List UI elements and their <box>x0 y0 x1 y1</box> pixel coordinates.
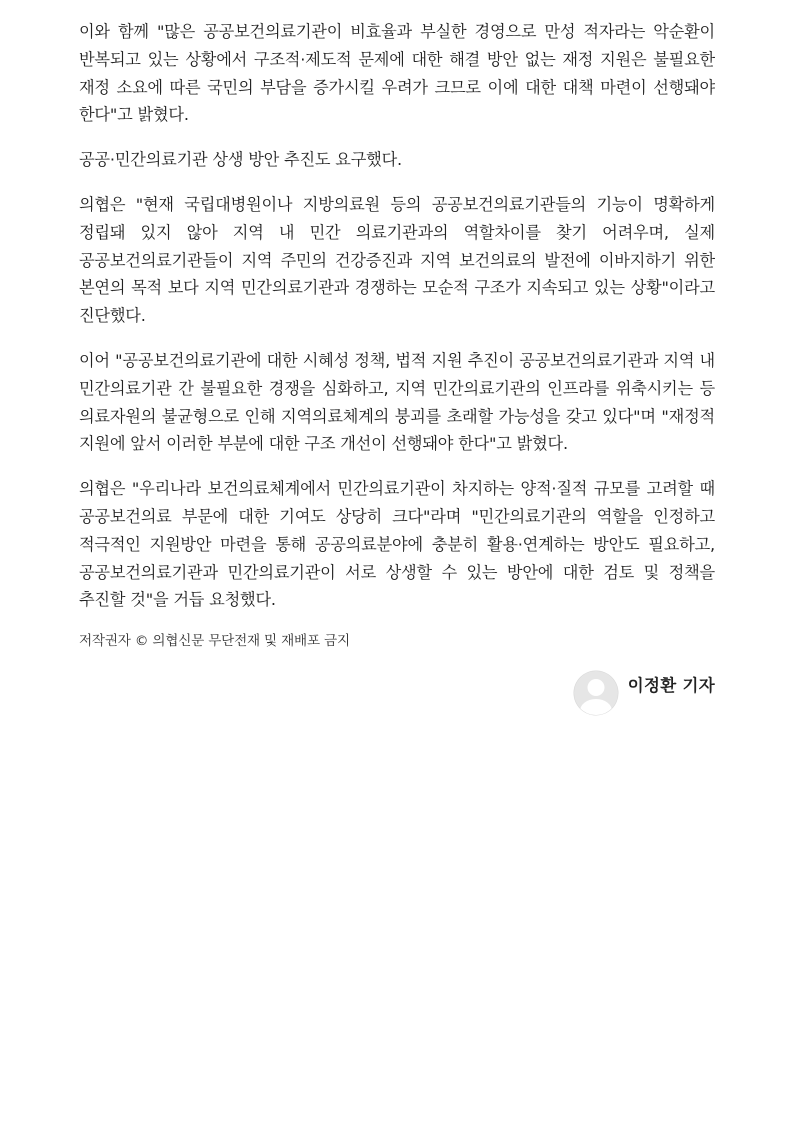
article-paragraph-1: 이와 함께 "많은 공공보건의료기관이 비효율과 부실한 경영으로 만성 적자라는 악순환이 반복되고 있는 상황에서 구조적·제도적 문제에 대한 해결 방안 없는 재정 지원은 불필요한 재정 소요에 따른 국민의 부담을 증가시킬 우려가 크므로 이에 대한 대책 마련이 선행돼야 한다"고 밝혔다. <box>79 22 715 125</box>
reporter-byline <box>573 670 715 716</box>
article-paragraph-4: 이어 "공공보건의료기관에 대한 시혜성 정책, 법적 지원 추진이 공공보건의료기관과 지역 내 민간의료기관 간 불필요한 경쟁을 심화하고, 지역 민간의료기관의 인프라를 위축시키는 등 의료자원의 불균형으로 인해 지역의료체계의 붕괴를 초래할 가능성을 갖고 있다"며 "재정적 지원에 앞서 이러한 부분에 대한 구조 개선이 선행돼야 한다"고 밝혔다. <box>79 350 715 454</box>
article-paragraph-5: 의협은 "우리나라 보건의료체계에서 민간의료기관이 차지하는 양적·질적 규모를 고려할 때 공공보건의료 부문에 대한 기여도 상당히 크다"라며 "민간의료기관의 역할을 인정하고 적극적인 지원방안 마련을 통해 공공의료분야에 충분히 활용·연계하는 방안도 필요하고, 공공보건의료기관과 민간의료기관이 서로 상생할 수 있는 방안에 대한 검토 및 정책을 추진할 것"을 거듭 요청했다. <box>79 479 715 610</box>
reporter-name[interactable]: 이정환 기자 <box>627 676 715 695</box>
article-paragraph-3: 의협은 "현재 국립대병원이나 지방의료원 등의 공공보건의료기관들의 기능이 명확하게 정립돼 있지 않아 지역 내 민간 의료기관과의 역할차이를 찾기 어려우며, 실제 공공보건의료기관들이 지역 주민의 건강증진과 지역 보건의료의 발전에 이바지하기 위한 본연의 목적 보다 지역 민간의료기관과 경쟁하는 모순적 구조가 지속되고 있는 상황"이라고 진단했다. <box>79 194 715 326</box>
article-paragraph-2: 공공·민간의료기관 상생 방안 추진도 요구했다. <box>79 150 402 170</box>
article-body <box>79 18 715 651</box>
copyright-notice: 저작권자 © 의협신문 무단전재 및 재배포 금지 <box>79 633 350 650</box>
user-avatar-icon <box>573 670 619 716</box>
